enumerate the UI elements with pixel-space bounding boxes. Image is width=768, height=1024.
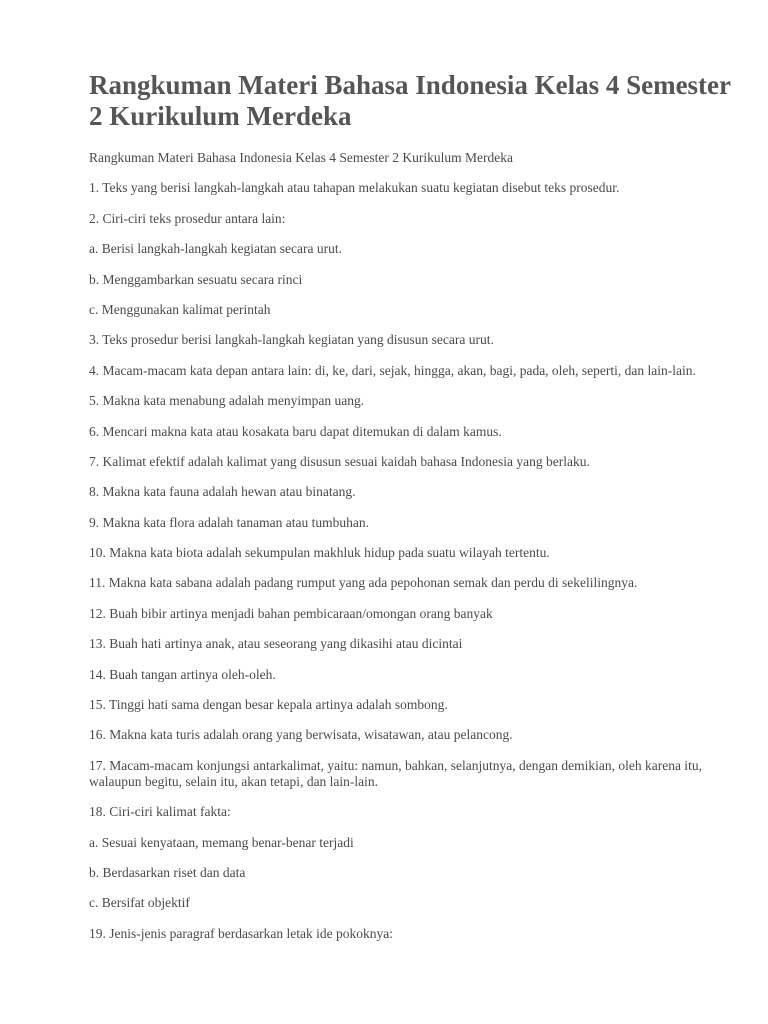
list-item: 13. Buah hati artinya anak, atau seseorang yang dikasihi atau dicintai: [89, 636, 463, 652]
list-item: 10. Makna kata biota adalah sekumpulan makhluk hidup pada suatu wilayah tertentu.: [89, 545, 550, 561]
list-item: c. Bersifat objektif: [89, 895, 190, 911]
list-item: 9. Makna kata flora adalah tanaman atau tumbuhan.: [89, 514, 370, 530]
list-item: 3. Teks prosedur berisi langkah-langkah kegiatan yang disusun secara urut.: [89, 332, 494, 348]
list-item: c. Menggunakan kalimat perintah: [89, 301, 271, 317]
intro-line: Rangkuman Materi Bahasa Indonesia Kelas 4 Semester 2 Kurikulum Merdeka: [89, 150, 514, 165]
list-item: b. Menggambarkan sesuatu secara rinci: [89, 271, 303, 287]
list-item: 6. Mencari makna kata atau kosakata baru dapat ditemukan di dalam kamus.: [89, 423, 502, 439]
list-item: b. Berdasarkan riset dan data: [89, 864, 246, 880]
list-item: 19. Jenis-jenis paragraf berdasarkan letak ide pokoknya:: [89, 925, 394, 941]
list-item: a. Sesuai kenyataan, memang benar-benar terjadi: [89, 834, 354, 850]
list-item: 8. Makna kata fauna adalah hewan atau binatang.: [89, 484, 356, 500]
document-body: [89, 150, 745, 942]
list-item: 18. Ciri-ciri kalimat fakta:: [89, 804, 231, 820]
list-item: 5. Makna kata menabung adalah menyimpan uang.: [89, 393, 365, 409]
list-item: 2. Ciri-ciri teks prosedur antara lain:: [89, 210, 286, 226]
document-title: Rangkuman Materi Bahasa Indonesia Kelas 4 Semester 2 Kurikulum Merdeka: [89, 70, 731, 131]
list-item: 4. Macam-macam kata depan antara lain: di, ke, dari, sejak, hingga, akan, bagi, pada, oleh, seperti, dan lain-lain.: [89, 362, 696, 378]
list-item: 12. Buah bibir artinya menjadi bahan pembicaraan/omongan orang banyak: [89, 605, 493, 621]
list-item: 7. Kalimat efektif adalah kalimat yang disusun sesuai kaidah bahasa Indonesia yang berlaku.: [89, 453, 590, 469]
list-item: a. Berisi langkah-langkah kegiatan secara urut.: [89, 241, 343, 257]
list-item: 17. Macam-macam konjungsi antarkalimat, yaitu: namun, bahkan, selanjutnya, dengan demikian, oleh karena itu, walaupun begitu, selain itu, akan tetapi, dan lain-lain.: [89, 757, 702, 789]
list-item: 11. Makna kata sabana adalah padang rumput yang ada pepohonan semak dan perdu di sekelilingnya.: [89, 575, 638, 591]
document-page: [89, 70, 745, 956]
list-item: 1. Teks yang berisi langkah-langkah atau tahapan melakukan suatu kegiatan disebut teks prosedur.: [89, 180, 620, 196]
list-item: 16. Makna kata turis adalah orang yang berwisata, wisatawan, atau pelancong.: [89, 727, 513, 743]
list-item: 14. Buah tangan artinya oleh-oleh.: [89, 666, 276, 682]
list-item: 15. Tinggi hati sama dengan besar kepala artinya adalah sombong.: [89, 697, 448, 713]
